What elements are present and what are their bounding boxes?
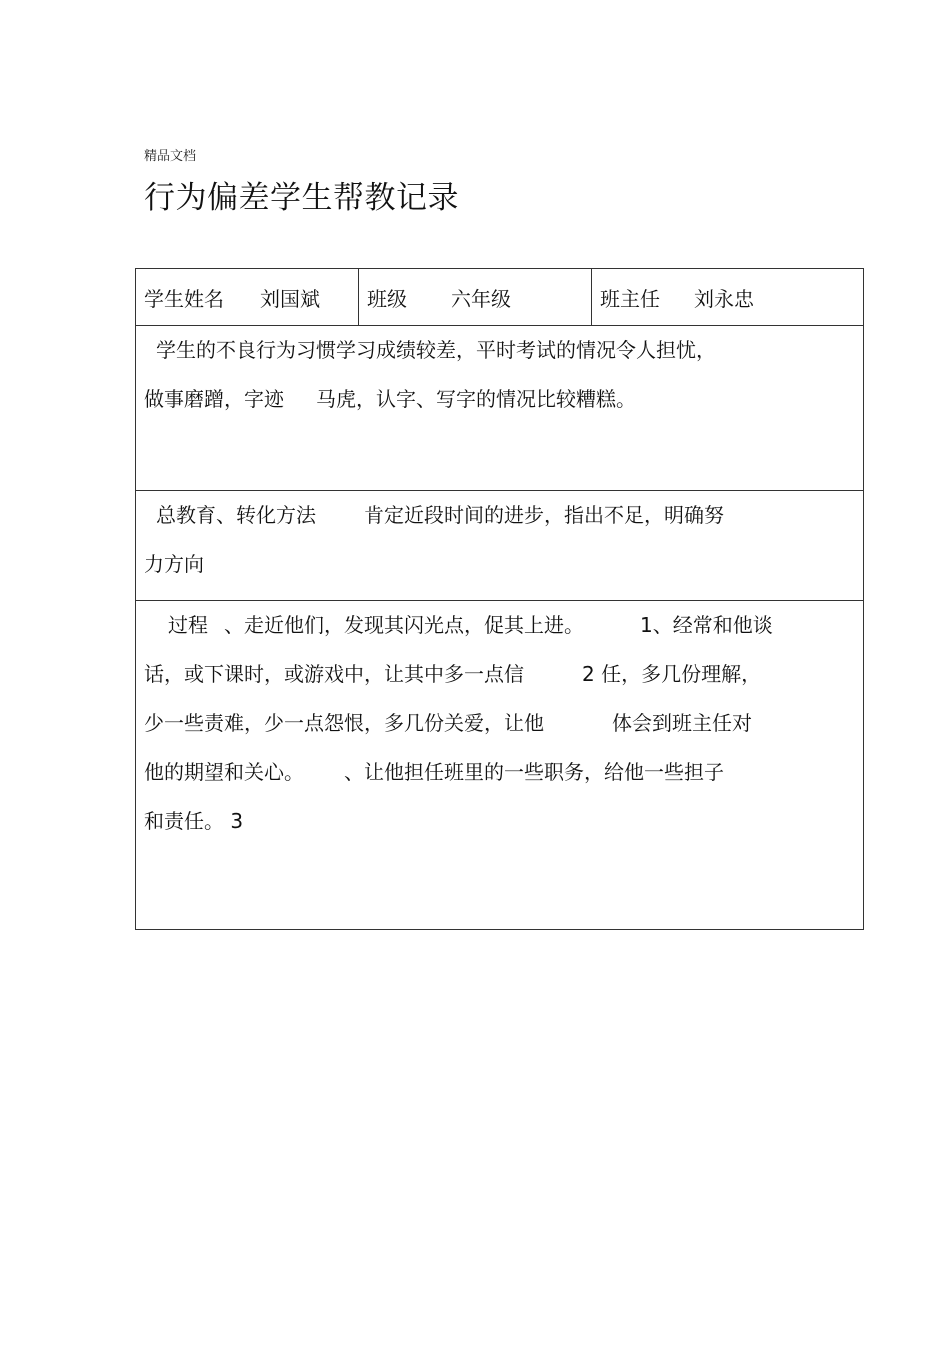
process-text-2a: 话，或下课时，或游戏中，让其中多一点信 (144, 662, 524, 686)
process-text-5: 和责任。 3 (144, 809, 244, 833)
method-text-1: 肯定近段时间的进步，指出不足，明确努 (364, 503, 724, 527)
student-name-cell (136, 269, 359, 325)
class-label: 班级 (367, 286, 407, 311)
behavior-line (144, 338, 855, 387)
process-text-4a: 他的期望和关心。 (144, 760, 304, 784)
teacher-cell (592, 269, 863, 325)
process-section (136, 601, 863, 929)
behavior-section (136, 326, 863, 491)
process-line (144, 809, 855, 858)
process-line (144, 711, 855, 760)
process-text-3b: 体会到班主任对 (612, 711, 752, 735)
class-cell (359, 269, 592, 325)
teacher-name-value: 刘永忠 (694, 286, 754, 311)
document-title: 行为偏差学生帮教记录 (144, 180, 459, 216)
process-label: 过程 (168, 613, 208, 637)
process-line (144, 760, 855, 809)
student-name-value: 刘国斌 (260, 286, 320, 311)
method-section (136, 491, 863, 601)
behavior-line (144, 387, 855, 436)
process-text-3a: 少一些责难，少一点怨恨，多几份关爱，让他 (144, 711, 544, 735)
method-line (144, 503, 855, 552)
header-label: 精品文档 (144, 149, 197, 164)
method-text-2: 力方向 (144, 552, 204, 576)
method-label: 总教育、转化方法 (156, 503, 316, 527)
teacher-label: 班主任 (600, 286, 660, 311)
student-name-label: 学生姓名 (144, 286, 224, 311)
method-line (144, 552, 855, 601)
behavior-text-2b: 马虎，认字、写字的情况比较糟糕。 (316, 387, 636, 411)
process-text-1b: 、走近他们，发现其闪光点，促其上进。 (224, 613, 584, 637)
process-text-1c: 1、经常和他谈 (640, 613, 773, 637)
process-line (144, 613, 855, 662)
class-value: 六年级 (451, 286, 511, 311)
behavior-text-1: 学生的不良行为习惯学习成绩较差，平时考试的情况令人担忧， (156, 338, 716, 362)
process-line (144, 662, 855, 711)
process-text-4b: 、让他担任班里的一些职务，给他一些担子 (344, 760, 724, 784)
record-table (135, 268, 864, 930)
process-text-2b: 2 任，多几份理解， (582, 662, 762, 686)
student-info-row (136, 269, 863, 326)
behavior-text-2a: 做事磨蹭，字迹 (144, 387, 284, 411)
